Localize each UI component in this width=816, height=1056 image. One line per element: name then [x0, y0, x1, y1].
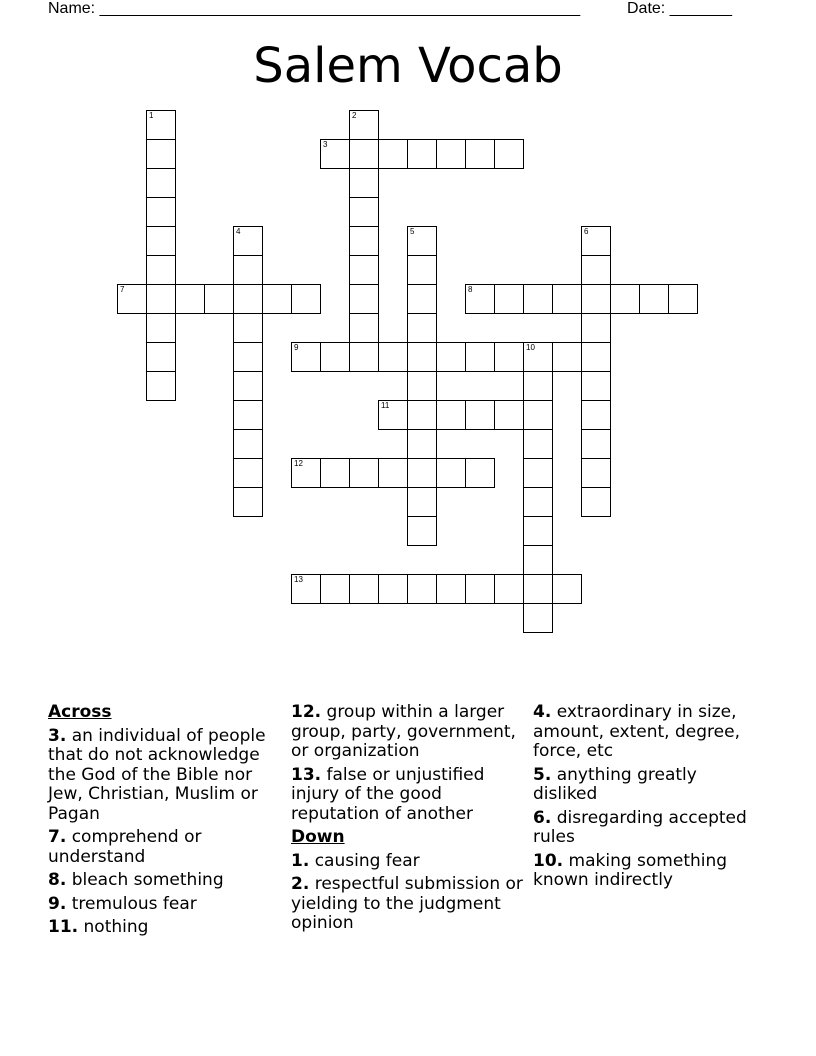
- grid-cell[interactable]: [436, 342, 466, 372]
- clue-down-1: 1. causing fear: [291, 850, 420, 871]
- grid-cell[interactable]: [610, 284, 640, 314]
- grid-cell[interactable]: [465, 342, 495, 372]
- clue-number: 3: [323, 140, 328, 149]
- grid-cell[interactable]: [204, 284, 234, 314]
- grid-cell[interactable]: [146, 284, 176, 314]
- grid-cell[interactable]: [320, 342, 350, 372]
- grid-cell[interactable]: [523, 342, 553, 372]
- clue-number: 9: [294, 343, 299, 352]
- clue-across-12: 12. group within a larger group, party, government, or organization: [291, 702, 516, 761]
- grid-cell[interactable]: [233, 313, 263, 343]
- grid-cell[interactable]: [436, 400, 466, 430]
- grid-cell[interactable]: [407, 429, 437, 459]
- grid-cell[interactable]: [407, 139, 437, 169]
- grid-cell[interactable]: [233, 226, 263, 256]
- grid-cell[interactable]: [233, 487, 263, 517]
- grid-cell[interactable]: [146, 139, 176, 169]
- grid-cell[interactable]: [378, 574, 408, 604]
- clue-number: 2: [352, 111, 357, 120]
- grid-cell[interactable]: [407, 516, 437, 546]
- grid-cell[interactable]: [494, 342, 524, 372]
- grid-cell[interactable]: [349, 313, 379, 343]
- clue-across-3: 3. an individual of people that do not acknowledge the God of the Bible nor Jew, Christian, Muslim or Pagan: [48, 725, 266, 824]
- grid-cell[interactable]: [552, 574, 582, 604]
- grid-cell[interactable]: [378, 458, 408, 488]
- grid-cell[interactable]: [581, 284, 611, 314]
- grid-cell[interactable]: [523, 429, 553, 459]
- clue-down-2: 2. respectful submission or yielding to the judgment opinion: [291, 874, 523, 933]
- grid-cell[interactable]: [465, 400, 495, 430]
- grid-cell[interactable]: [175, 284, 205, 314]
- clue-across-9: 9. tremulous fear: [48, 893, 197, 914]
- clue-across-13: 13. false or unjustified injury of the good reputation of another: [291, 764, 485, 824]
- grid-cell[interactable]: [262, 284, 292, 314]
- grid-cell[interactable]: [407, 255, 437, 285]
- grid-cell[interactable]: [146, 313, 176, 343]
- grid-cell[interactable]: [436, 574, 466, 604]
- grid-cell[interactable]: [581, 429, 611, 459]
- grid-cell[interactable]: [349, 139, 379, 169]
- grid-cell[interactable]: [349, 458, 379, 488]
- grid-cell[interactable]: [349, 168, 379, 198]
- grid-cell[interactable]: [494, 574, 524, 604]
- grid-cell[interactable]: [407, 342, 437, 372]
- grid-cell[interactable]: [407, 400, 437, 430]
- grid-cell[interactable]: [146, 226, 176, 256]
- grid-cell[interactable]: [465, 139, 495, 169]
- clue-across-11: 11. nothing: [48, 917, 149, 937]
- grid-cell[interactable]: [233, 371, 263, 401]
- clue-across-7: 7. comprehend or understand: [48, 827, 202, 867]
- grid-cell[interactable]: [378, 342, 408, 372]
- clue-number: 5: [410, 227, 415, 236]
- clue-number: 1: [149, 111, 154, 120]
- clue-number: 8: [468, 285, 473, 294]
- clue-number: 4: [236, 227, 241, 236]
- grid-cell[interactable]: [523, 516, 553, 546]
- grid-cell[interactable]: [233, 342, 263, 372]
- clue-number: 6: [584, 227, 589, 236]
- grid-cell[interactable]: [494, 284, 524, 314]
- grid-cell[interactable]: [233, 255, 263, 285]
- down-heading: Down: [291, 827, 345, 847]
- grid-cell[interactable]: [581, 226, 611, 256]
- grid-cell[interactable]: [146, 342, 176, 372]
- grid-cell[interactable]: [407, 487, 437, 517]
- grid-cell[interactable]: [320, 574, 350, 604]
- grid-cell[interactable]: [407, 458, 437, 488]
- grid-cell[interactable]: [233, 458, 263, 488]
- grid-cell[interactable]: [523, 371, 553, 401]
- clue-column-1: [48, 703, 280, 942]
- grid-cell[interactable]: [117, 284, 147, 314]
- grid-cell[interactable]: [349, 197, 379, 227]
- grid-cell[interactable]: [523, 487, 553, 517]
- grid-cell[interactable]: [349, 342, 379, 372]
- clue-down-4: 4. extraordinary in size, amount, extent, degree, force, etc: [533, 702, 740, 761]
- grid-cell[interactable]: [349, 574, 379, 604]
- grid-cell[interactable]: [349, 226, 379, 256]
- grid-cell[interactable]: [233, 429, 263, 459]
- grid-cell[interactable]: [552, 342, 582, 372]
- grid-cell[interactable]: [668, 284, 698, 314]
- grid-cell[interactable]: [407, 371, 437, 401]
- grid-cell[interactable]: [581, 313, 611, 343]
- clue-column-2: [291, 703, 523, 938]
- grid-cell[interactable]: [465, 574, 495, 604]
- grid-cell[interactable]: [465, 458, 495, 488]
- date-line: Date: _______: [627, 0, 732, 17]
- clue-number: 12: [294, 459, 303, 468]
- grid-cell[interactable]: [523, 458, 553, 488]
- grid-cell[interactable]: [581, 371, 611, 401]
- grid-cell[interactable]: [320, 139, 350, 169]
- grid-cell[interactable]: [349, 110, 379, 140]
- grid-cell[interactable]: [146, 197, 176, 227]
- grid-cell[interactable]: [291, 574, 321, 604]
- grid-cell[interactable]: [581, 255, 611, 285]
- grid-cell[interactable]: [146, 371, 176, 401]
- grid-cell[interactable]: [581, 458, 611, 488]
- grid-cell[interactable]: [146, 255, 176, 285]
- grid-cell[interactable]: [146, 110, 176, 140]
- grid-cell[interactable]: [233, 400, 263, 430]
- grid-cell[interactable]: [407, 226, 437, 256]
- clue-number: 7: [120, 285, 125, 294]
- clue-column-3: [533, 703, 765, 895]
- grid-cell[interactable]: [523, 545, 553, 575]
- name-line: Name: ______________________________________________________: [48, 0, 581, 17]
- grid-cell[interactable]: [523, 574, 553, 604]
- grid-cell[interactable]: [320, 458, 350, 488]
- grid-cell[interactable]: [581, 487, 611, 517]
- grid-cell[interactable]: [291, 284, 321, 314]
- grid-cell[interactable]: [552, 284, 582, 314]
- grid-cell[interactable]: [233, 284, 263, 314]
- grid-cell[interactable]: [581, 342, 611, 372]
- grid-cell[interactable]: [494, 400, 524, 430]
- clue-down-10: 10. making something known indirectly: [533, 850, 728, 890]
- clue-down-5: 5. anything greatly disliked: [533, 764, 697, 804]
- grid-cell[interactable]: [146, 168, 176, 198]
- grid-cell[interactable]: [407, 313, 437, 343]
- grid-cell[interactable]: [523, 400, 553, 430]
- grid-cell[interactable]: [581, 400, 611, 430]
- clue-number: 13: [294, 575, 303, 584]
- grid-cell[interactable]: [494, 139, 524, 169]
- grid-cell[interactable]: [349, 255, 379, 285]
- grid-cell[interactable]: [523, 284, 553, 314]
- grid-cell[interactable]: [378, 400, 408, 430]
- grid-cell[interactable]: [639, 284, 669, 314]
- grid-cell[interactable]: [291, 342, 321, 372]
- grid-cell[interactable]: [291, 458, 321, 488]
- grid-cell[interactable]: [378, 139, 408, 169]
- clue-down-6: 6. disregarding accepted rules: [533, 807, 747, 847]
- clue-number: 10: [526, 343, 535, 352]
- across-heading: Across: [48, 702, 112, 722]
- grid-cell[interactable]: [349, 284, 379, 314]
- clue-number: 11: [381, 401, 390, 410]
- grid-cell[interactable]: [407, 574, 437, 604]
- page-title: Salem Vocab: [253, 38, 563, 94]
- grid-cell[interactable]: [523, 603, 553, 633]
- grid-cell[interactable]: [436, 458, 466, 488]
- clue-across-8: 8. bleach something: [48, 870, 224, 890]
- grid-cell[interactable]: [436, 139, 466, 169]
- grid-cell[interactable]: [465, 284, 495, 314]
- grid-cell[interactable]: [407, 284, 437, 314]
